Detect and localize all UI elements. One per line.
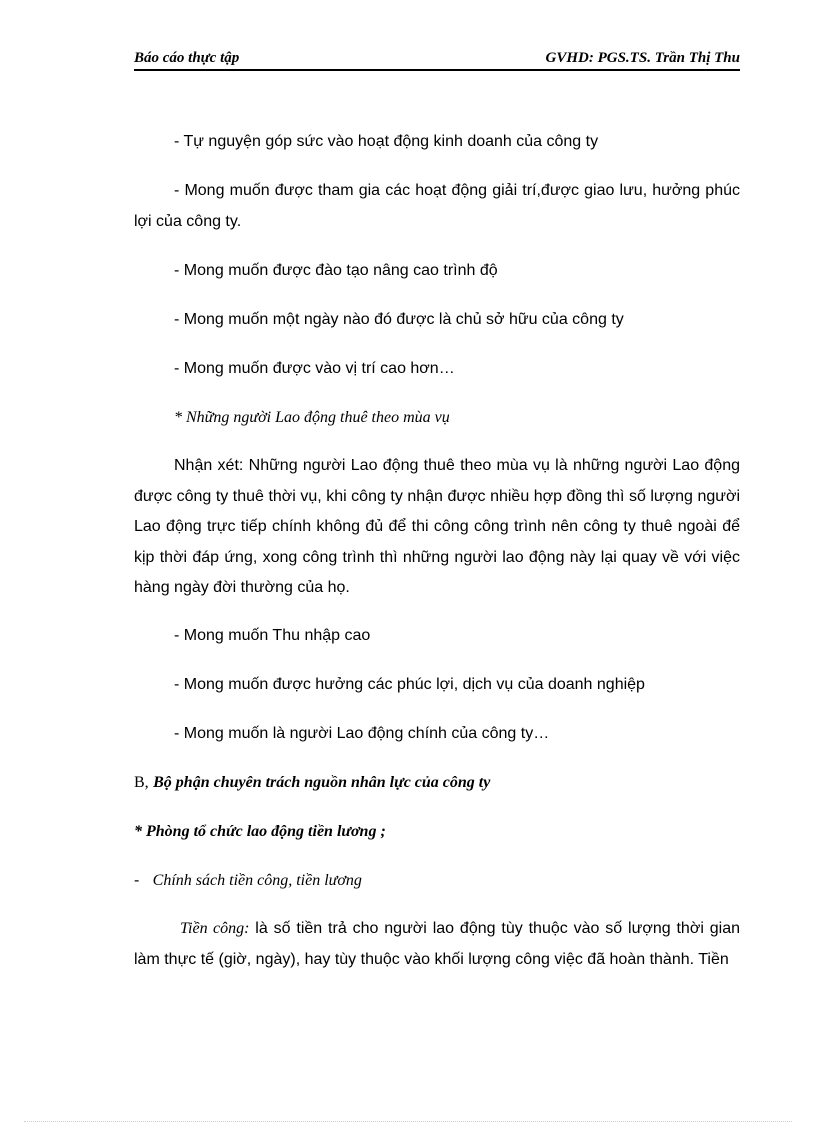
list-item: - Tự nguyện góp sức vào hoạt động kinh doanh của công ty — [174, 133, 599, 150]
section-heading — [134, 774, 490, 792]
list-item: - Mong muốn được vào vị trí cao hơn… — [174, 360, 455, 377]
wage-paragraph — [134, 914, 740, 975]
list-item: - Mong muốn Thu nhập cao — [174, 627, 371, 644]
header-report-title: Báo cáo thực tập — [134, 50, 240, 66]
remark-paragraph: Nhận xét: Những người Lao động thuê theo mùa vụ là những người Lao động được công ty thuê thời vụ, khi công ty nhận được nhiều hợp đồng thì số lượng người Lao động trực tiếp chính không đủ để thi công công trình nên công ty thuê ngoài để kịp thời đáp ứng, xong công trình thì những người lao động này lại quay về với việc hàng ngày đời thường của họ. — [134, 457, 740, 596]
policy-heading — [134, 872, 362, 890]
header-divider — [134, 69, 740, 71]
wage-text: là số tiền trả cho người lao động tùy thuộc vào số lượng thời gian làm thực tế (giờ, ngày), hay tùy thuộc vào khối lượng công việc đã hoàn thành. Tiền — [134, 920, 740, 968]
page-bottom-border — [24, 1121, 792, 1122]
list-item: - Mong muốn được đào tạo nâng cao trình độ — [174, 262, 498, 279]
policy-title: Chính sách tiền công, tiền lương — [152, 872, 362, 889]
department-heading: * Phòng tổ chức lao động tiền lương ; — [134, 823, 386, 840]
header-supervisor: GVHD: PGS.TS. Trần Thị Thu — [545, 50, 740, 66]
sub-heading: * Những người Lao động thuê theo mùa vụ — [174, 409, 450, 426]
section-title: Bộ phận chuyên trách nguồn nhân lực của công ty — [153, 774, 491, 791]
list-item: - Mong muốn là người Lao động chính của công ty… — [174, 725, 550, 742]
wage-term: Tiền công: — [180, 920, 250, 937]
section-prefix: B, — [134, 774, 149, 791]
list-item: - Mong muốn được tham gia các hoạt động giải trí,được giao lưu, hưởng phúc lợi của công ty. — [134, 182, 740, 230]
page-header — [134, 50, 740, 70]
list-item: - Mong muốn một ngày nào đó được là chủ sở hữu của công ty — [174, 311, 624, 328]
list-item: - Mong muốn được hưởng các phúc lợi, dịch vụ của doanh nghiệp — [174, 676, 645, 693]
policy-dash: - — [134, 872, 140, 889]
